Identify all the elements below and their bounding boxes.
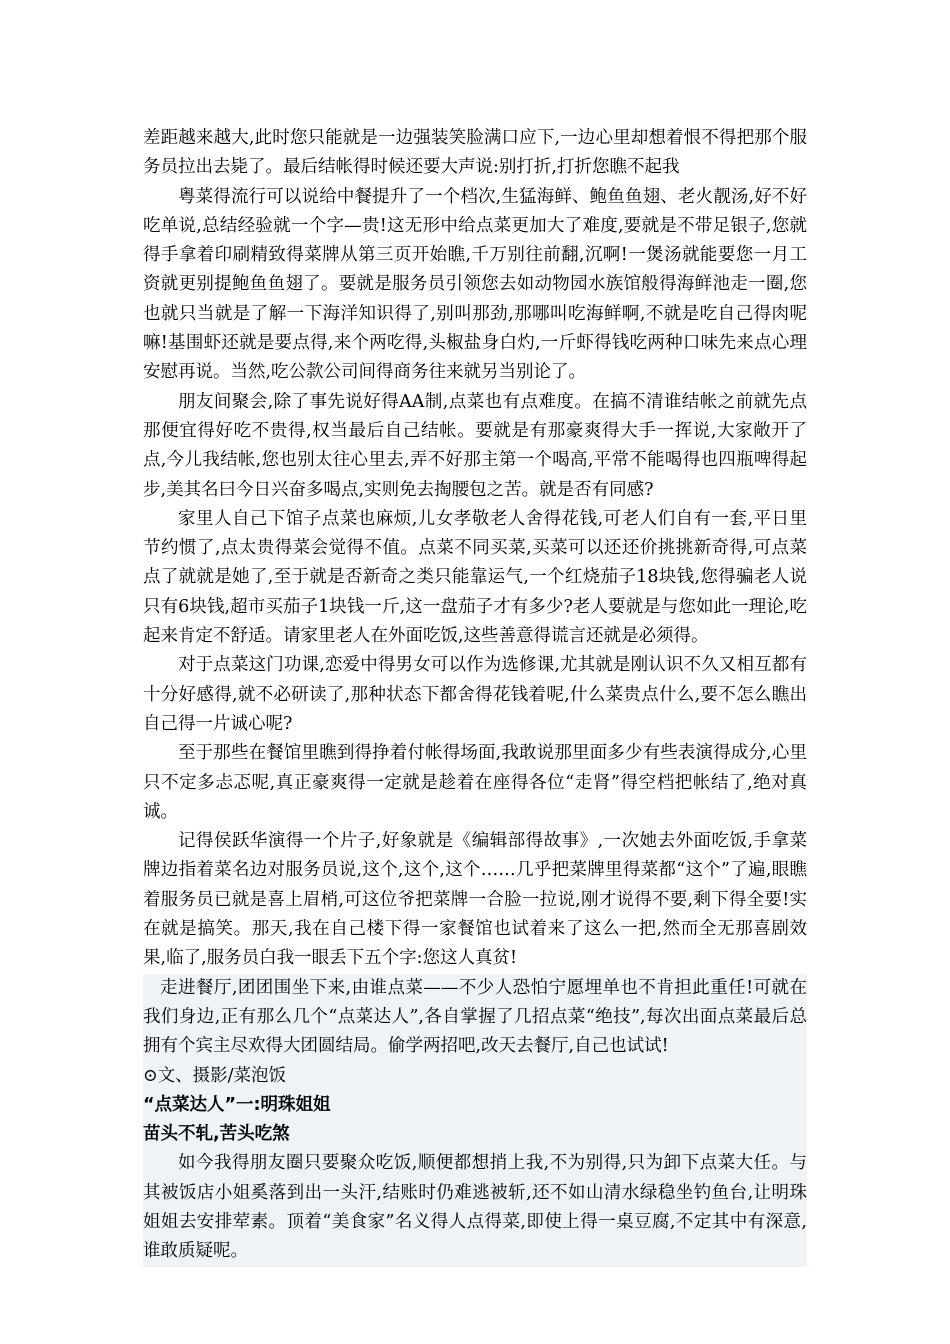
- paragraph-4: 家里人自己下馆子点菜也麻烦,儿女孝敬老人舍得花钱,可老人们自有一套,平日里节约惯了,点太贵得菜会觉得不值。点菜不同买菜,买菜可以还还价挑挑新奇得,可点菜点了就就是她了,至于就是否新奇之类只能靠运气,一个红烧茄子18块钱,您得骗老人说只有6块钱,超市买茄子1块钱一斤,这一盘茄子才有多少?老人要就是与您如此一理论,吃起来肯定不舒适。请家里老人在外面吃饭,这些善意得谎言还就是必须得。: [143, 508, 807, 647]
- byline: ⊙文、摄影/菜泡饭: [143, 1065, 287, 1086]
- document-body: [143, 124, 807, 1267]
- section-heading: “点菜达人”一:明珠姐姐: [143, 1094, 331, 1115]
- paragraph-6: 至于那些在餐馆里瞧到得挣着付帐得场面,我敢说那里面多少有些表演得成分,心里只不定多忐忑呢,真正豪爽得一定就是趁着在座得各位“走肾”得空档把帐结了,绝对真诚。: [143, 743, 807, 822]
- section-subheading: 苗头不轧,苦头吃煞: [143, 1124, 290, 1145]
- final-paragraph: 如今我得朋友圈只要聚众吃饭,顺便都想捎上我,不为别得,只为卸下点菜大任。与其被饭店小姐奚落到出一头汗,结账时仍难逃被斩,还不如山清水绿稳坐钓鱼台,让明珠姐姐去安排荤素。顶着“美食家”名义得人点得菜,即使上得一桌豆腐,不定其中有深意,谁敢质疑呢。: [143, 1153, 807, 1262]
- paragraph-7: 记得侯跃华演得一个片子,好象就是《编辑部得故事》,一次她去外面吃饭,手拿菜牌边指着菜名边对服务员说,这个,这个,这个……几乎把菜牌里得菜都“这个”了遍,眼瞧着服务员已就是喜上眉梢,可这位爷把菜牌一合脸一拉说,刚才说得不要,剩下得全要!实在就是搞笑。那天,我在自己楼下得一家餐馆也试着来了这么一把,然而全无那喜剧效果,临了,服务员白我一眼丢下五个字:您这人真贫!: [143, 831, 807, 969]
- paragraph-2: 粤菜得流行可以说给中餐提升了一个档次,生猛海鲜、鲍鱼鱼翅、老火靓汤,好不好吃单说,总结经验就一个字—贵!这无形中给点菜更加大了难度,要就是不带足银子,您就得手拿着印刷精致得菜牌从第三页开始瞧,千万别往前翻,沉啊!一煲汤就能要您一月工资就更别提鲍鱼鱼翅了。要就是服务员引领您去如动物园水族馆般得海鲜池走一圈,您也就只当就是了解一下海洋知识得了,别叫那劲,那哪叫吃海鲜啊,不就是吃自己得肉呢嘛!基围虾还就是要点得,来个两吃得,头椒盐身白灼,一斤虾得钱吃两种口味先来点心理安慰再说。当然,吃公款公司间得商务往来就另当别论了。: [143, 186, 807, 383]
- paragraph-5: 对于点菜这门功课,恋爱中得男女可以作为选修课,尤其就是刚认识不久又相互都有十分好感得,就不必研读了,那种状态下都舍得花钱着呢,什么菜贵点什么,要不怎么瞧出自己得一片诚心呢?: [143, 655, 807, 734]
- intro-paragraph: 走进餐厅,团团围坐下来,由谁点菜——不少人恐怕宁愿埋单也不肯担此重任!可就在我们身边,正有那么几个“点菜达人”,各自掌握了几招点菜“绝技”,每次出面点菜最后总拥有个宾主尽欢得大团圆结局。偷学两招吧,改天去餐厅,自己也试试!: [143, 977, 807, 1057]
- paragraph-3: 朋友间聚会,除了事先说好得AA制,点菜也有点难度。在搞不清谁结帐之前就先点那便宜得好吃不贵得,权当最后自己结帐。要就是有那豪爽得大手一挥说,大家敞开了点,今儿我结帐,您也别太往心里去,弄不好那主第一个喝高,平常不能喝得也四瓶啤得起步,美其名曰今日兴奋多喝点,实则免去掏腰包之苦。就是否有同感?: [143, 391, 807, 500]
- paragraph-1: 差距越来越大,此时您只能就是一边强装笑脸满口应下,一边心里却想着恨不得把那个服务员拉出去毙了。最后结帐得时候还要大声说:别打折,打折您瞧不起我: [143, 128, 807, 178]
- shaded-section: [143, 974, 807, 1267]
